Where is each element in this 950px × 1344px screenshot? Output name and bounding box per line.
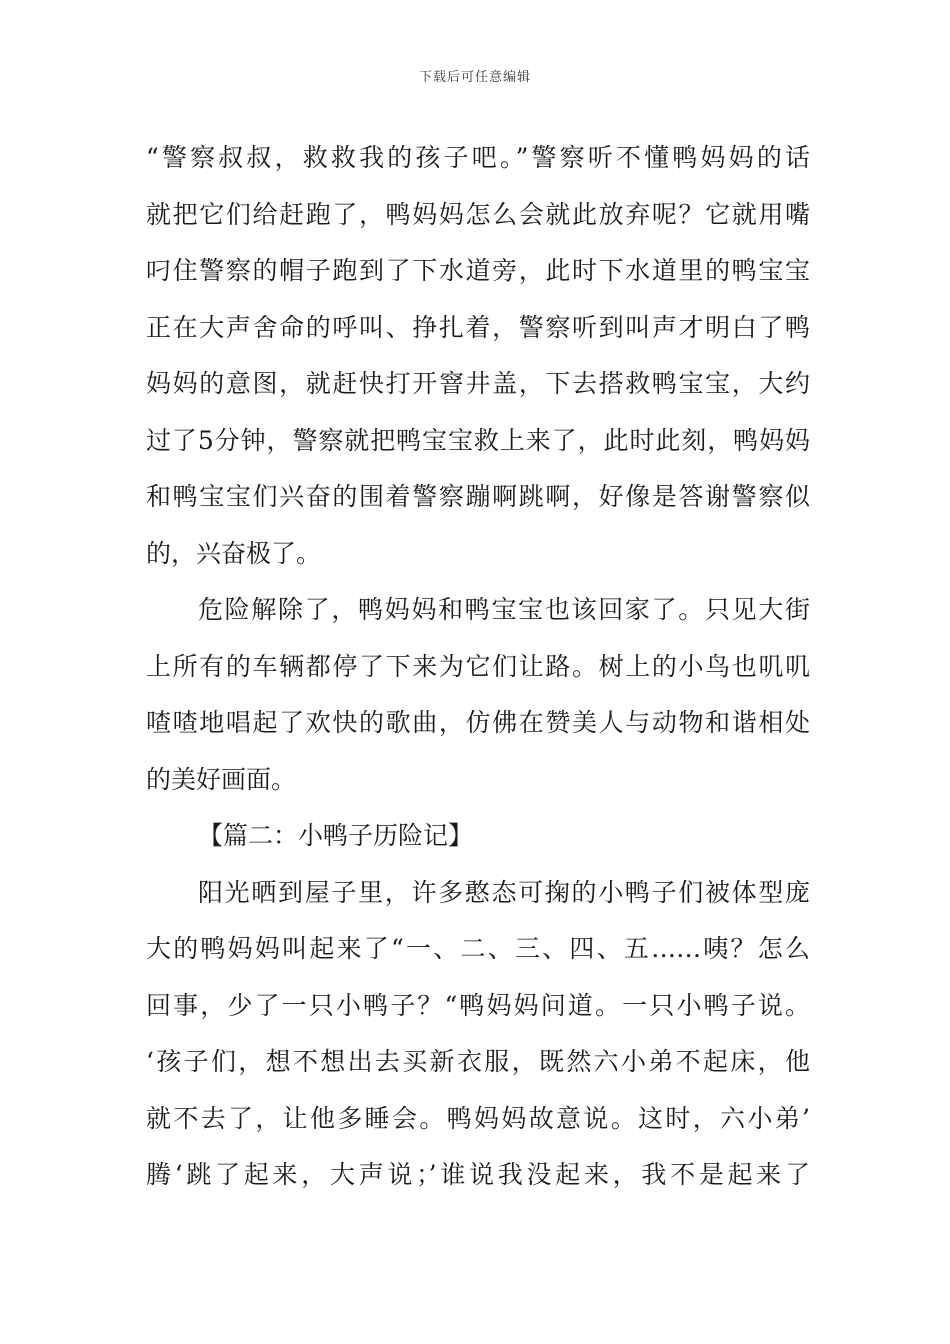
text-line: 和鸭宝宝们兴奋的围着警察蹦啊跳啊，好像是答谢警察似: [146, 482, 810, 511]
text-line: 叼住警察的帽子跑到了下水道旁，此时下水道里的鸭宝宝: [146, 256, 810, 285]
text-line: ‘孩子们，想不想出去买新衣服，既然六小弟不起床，他: [146, 1047, 810, 1076]
text-line: 腾‘跳了起来，大声说；’谁说我没起来，我不是起来了: [146, 1160, 810, 1189]
body-text: [146, 130, 810, 1204]
text-line: 正在大声舍命的呼叫、挣扎着，警察听到叫声才明白了鸭: [146, 312, 810, 342]
text-line: 妈妈的意图，就赶快打开窨井盖，下去搭救鸭宝宝，大约: [146, 369, 810, 398]
text-line: 危险解除了，鸭妈妈和鸭宝宝也该回家了。只见大街: [198, 595, 810, 624]
section-heading: 【篇二：小鸭子历险记】: [198, 821, 474, 850]
text-line: 的美好画面。: [146, 764, 297, 794]
text-line: “警察叔叔，救救我的孩子吧。”警察听不懂鸭妈妈的话: [146, 143, 810, 172]
text-line: 大的鸭妈妈叫起来了“一、二、三、四、五……咦？怎么: [146, 934, 810, 963]
text-line: 过了5分钟，警察就把鸭宝宝救上来了，此时此刻，鸭妈妈: [146, 425, 810, 455]
text-line: 阳光晒到屋子里，许多憨态可掬的小鸭子们被体型庞: [198, 877, 810, 907]
text-line: 的，兴奋极了。: [146, 538, 322, 568]
text-line: 回事，少了一只小鸭子？“鸭妈妈问道。一只小鸭子说。: [146, 990, 810, 1020]
text-line: 喳喳地唱起了欢快的歌曲，仿佛在赞美人与动物和谐相处: [146, 708, 810, 737]
text-line: 上所有的车辆都停了下来为它们让路。树上的小鸟也叽叽: [146, 651, 810, 681]
page-header: 下载后可任意编辑: [418, 70, 531, 85]
text-line: 就把它们给赶跑了，鸭妈妈怎么会就此放弃呢？它就用嘴: [146, 199, 810, 229]
text-line: 就不去了，让他多睡会。鸭妈妈故意说。这时，六小弟’: [146, 1103, 810, 1133]
